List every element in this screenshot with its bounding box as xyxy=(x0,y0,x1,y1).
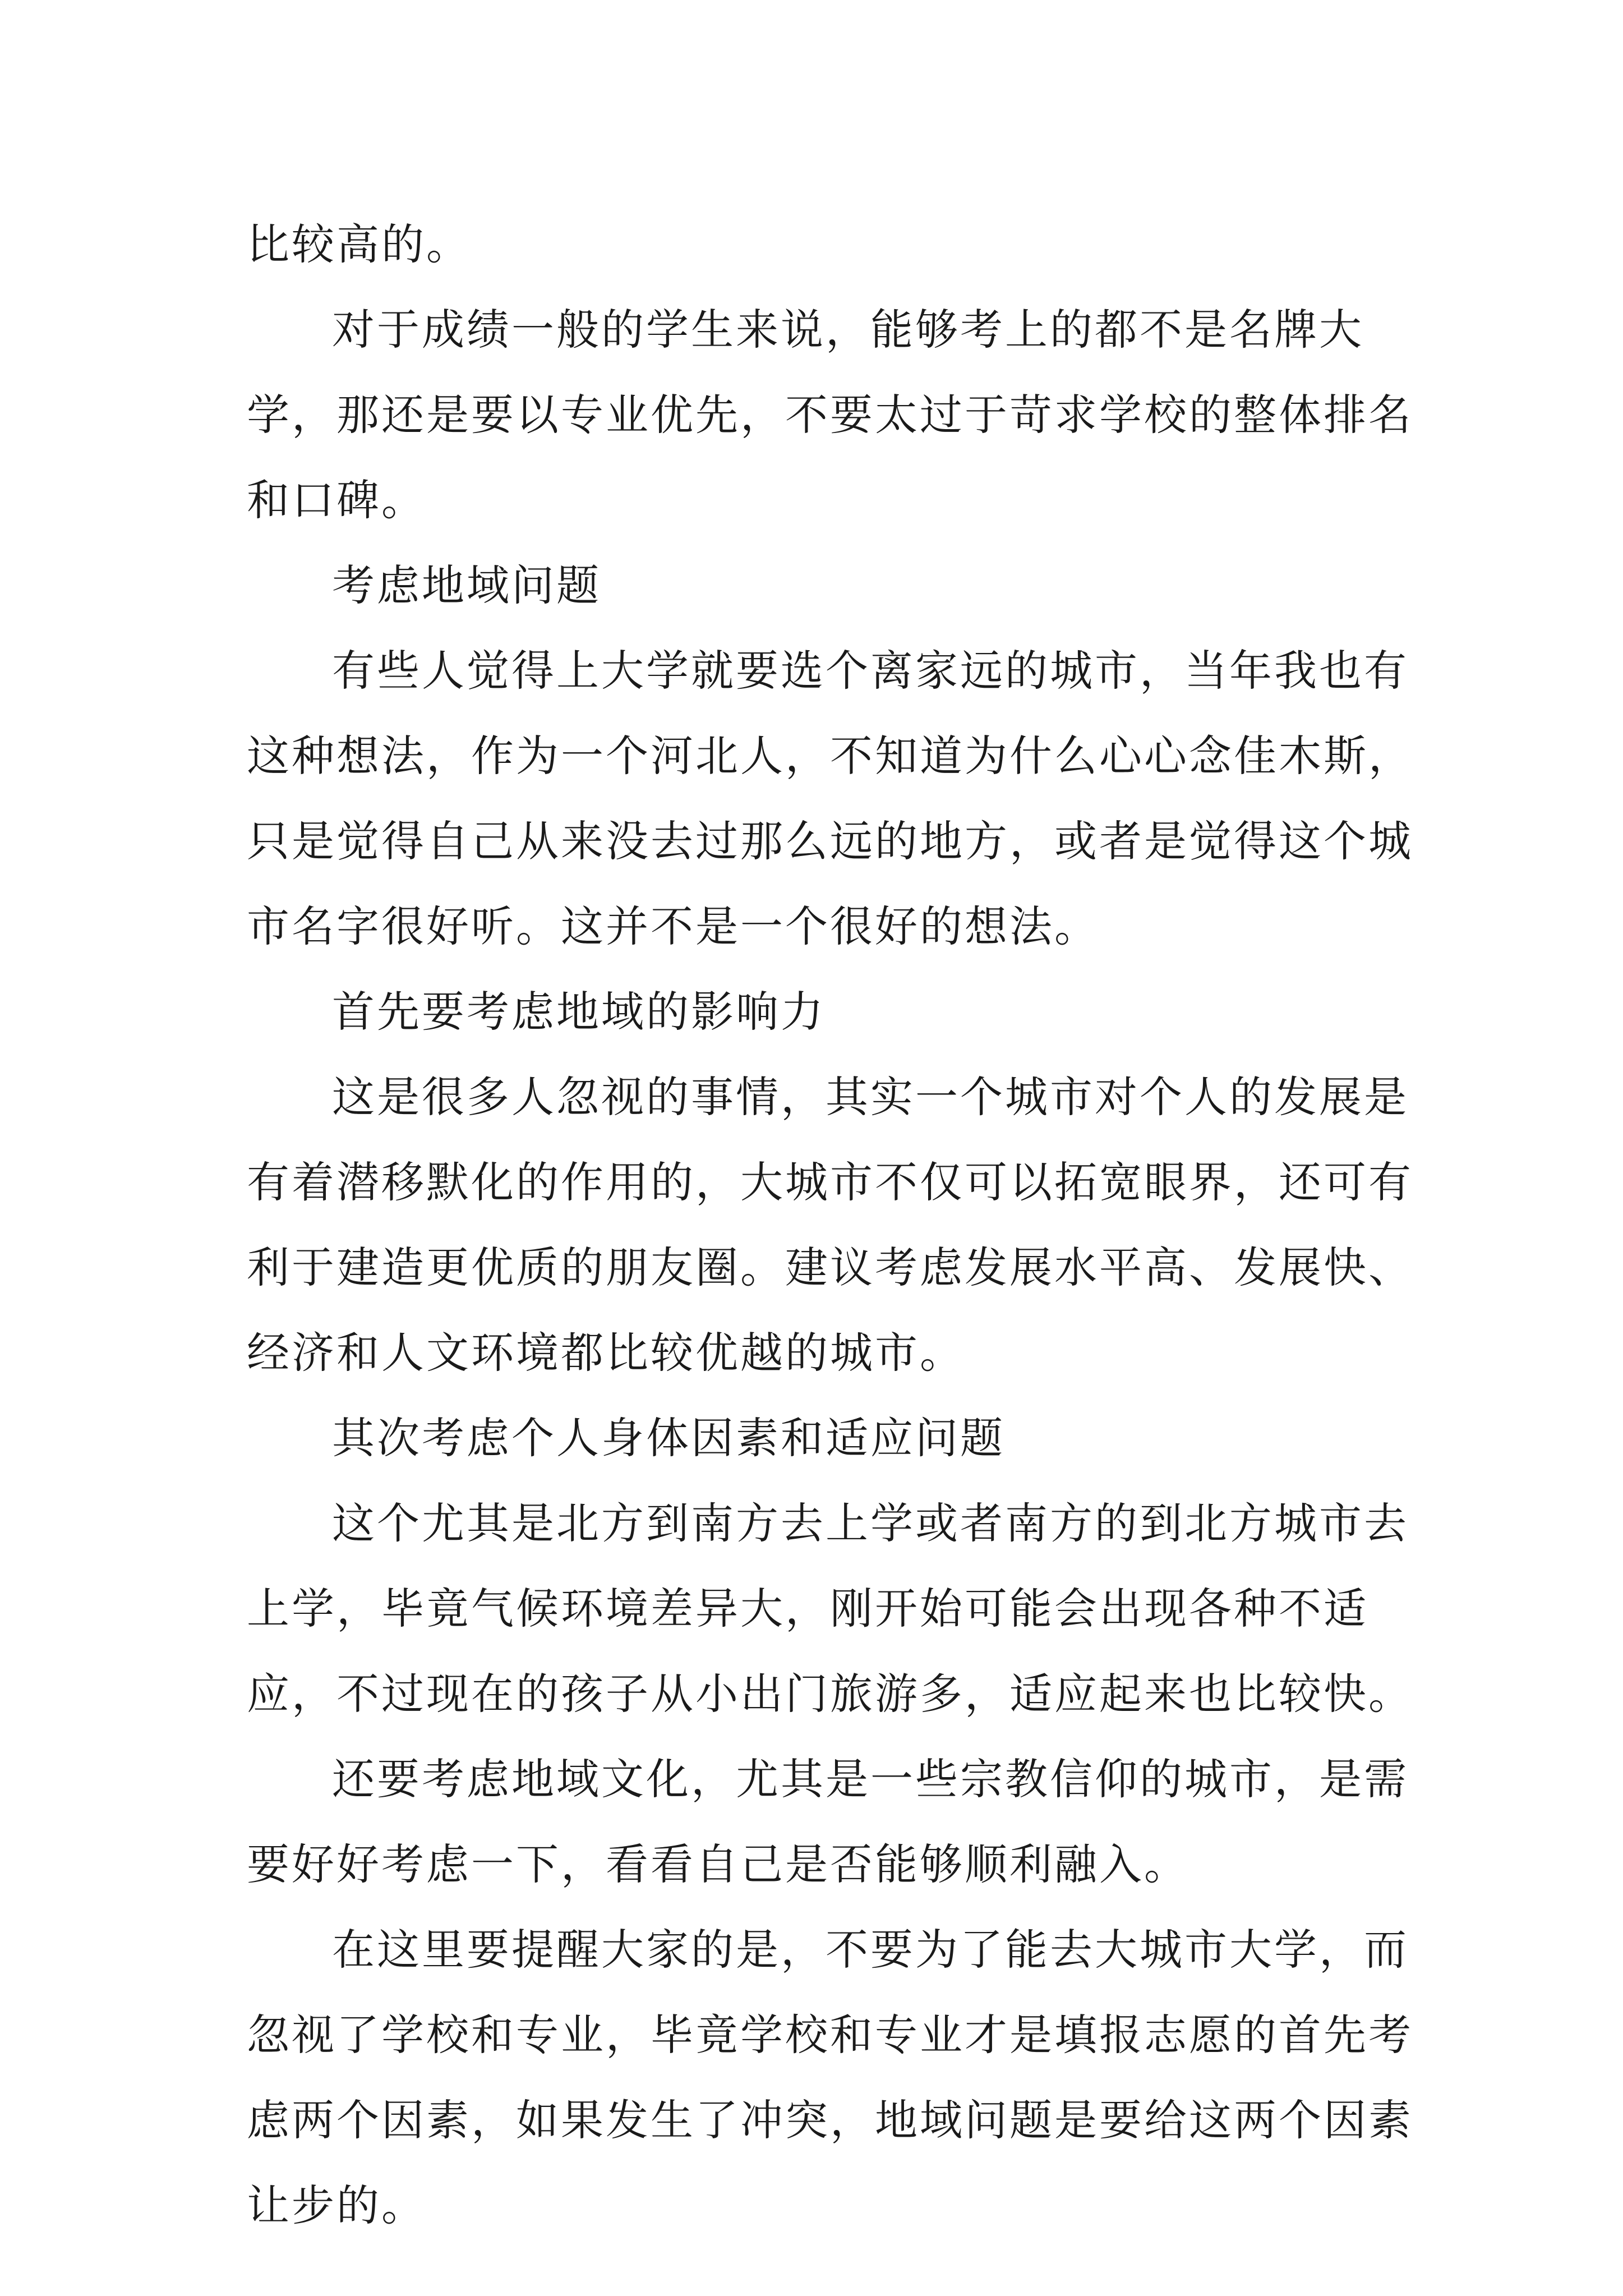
paragraph-reminder: 在这里要提醒大家的是，不要为了能去大城市大学，而忽视了学校和专业，毕竟学校和专业才是填报志愿的首先考虑两个因素，如果发生了冲突，地域问题是要给这两个因素让步的。 xyxy=(247,1925,1413,2230)
paragraph-regional-culture: 还要考虑地域文化，尤其是一些宗教信仰的城市，是需要好好考虑一下，看看自己是否能够顺利融入。 xyxy=(247,1754,1409,1889)
paragraph-climate: 这个尤其是北方到南方去上学或者南方的到北方城市去上学，毕竟气候环境差异大，刚开始可能会出现各种不适应，不过现在的孩子从小出门旅游多，适应起来也比较快。 xyxy=(247,1498,1413,1719)
section-heading-influence: 首先要考虑地域的影响力 xyxy=(332,987,826,1037)
document-body xyxy=(247,202,1424,2248)
section-heading-adaptation: 其次考虑个人身体因素和适应问题 xyxy=(332,1413,1005,1463)
paragraph-average-students: 对于成绩一般的学生来说，能够考上的都不是名牌大学，那还是要以专业优先，不要太过于苛求学校的整体排名和口碑。 xyxy=(247,305,1413,525)
paragraph-continuation: 比较高的。 xyxy=(247,219,471,269)
paragraph-far-from-home: 有些人觉得上大学就要选个离家远的城市，当年我也有这种想法，作为一个河北人，不知道为什么心心念佳木斯，只是觉得自己从来没去过那么远的地方，或者是觉得这个城市名字很好听。这并不是一个很好的想法。 xyxy=(247,646,1413,951)
paragraph-city-influence: 这是很多人忽视的事情，其实一个城市对个人的发展是有着潜移默化的作用的，大城市不仅可以拓宽眼界，还可有利于建造更优质的朋友圈。建议考虑发展水平高、发展快、经济和人文环境都比较优越的城市。 xyxy=(247,1072,1413,1378)
section-heading-region: 考虑地域问题 xyxy=(332,560,601,610)
